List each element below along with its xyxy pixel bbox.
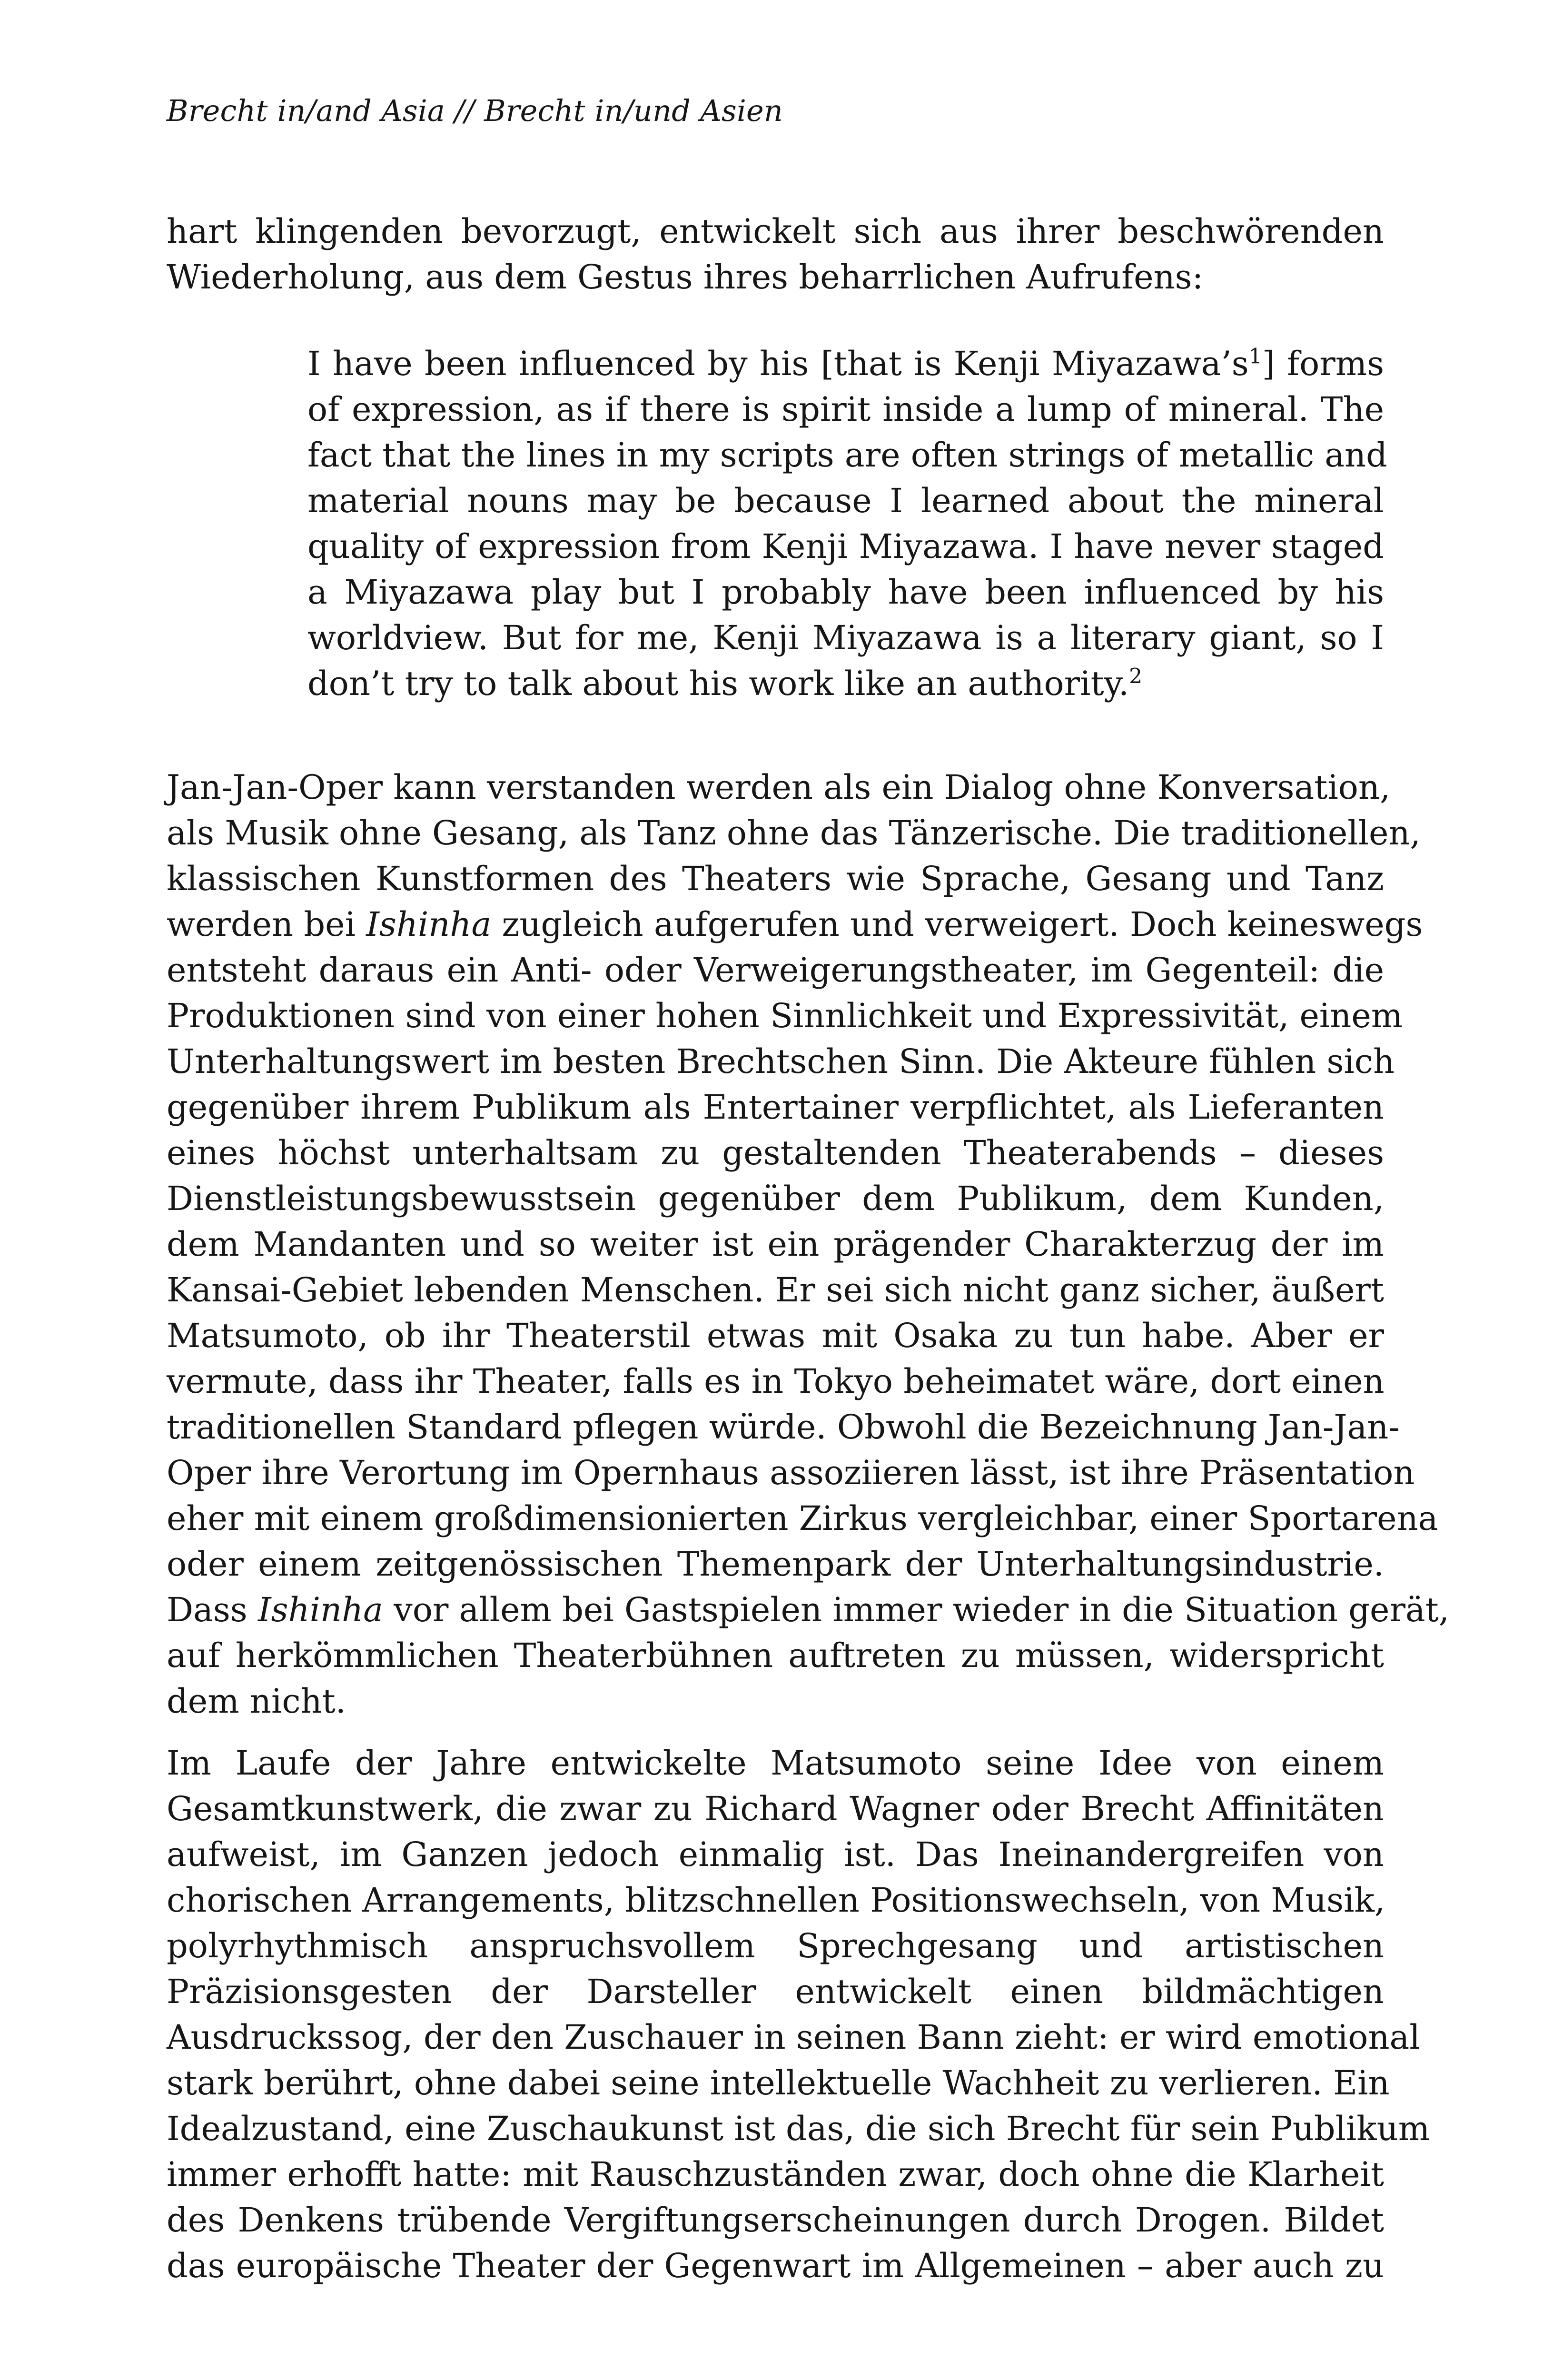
text-line: auf herkömmlichen Theaterbühnen auftreten zu müssen, widerspricht (167, 1636, 1384, 1675)
continuation-paragraph (167, 208, 1384, 300)
text-line: oder einem zeitgenössischen Themenpark der Unterhaltungsindustrie. (167, 1545, 1384, 1584)
text-line: Gesamtkunstwerk, die zwar zu Richard Wagner oder Brecht Affinitäten (167, 1789, 1384, 1828)
quote-line: of expression, as if there is spirit inside a lump of mineral. The (307, 390, 1384, 429)
paragraph (167, 764, 1450, 1724)
quote-line: fact that the lines in my scripts are often strings of metallic and (307, 436, 1387, 475)
text-line: Wiederholung, aus dem Gestus ihres beharrlichen Aufrufens: (167, 258, 1204, 297)
text-line: Ausdruckssog, der den Zuschauer in seinen Bann zieht: er wird emotional (167, 2018, 1420, 2057)
running-head: Brecht in/and Asia // Brecht in/und Asien (167, 93, 783, 128)
text-line: eher mit einem großdimensionierten Zirkus vergleichbar, einer Sportarena (167, 1499, 1438, 1538)
text-line: Oper ihre Verortung im Opernhaus assoziieren lässt, ist ihre Präsentation (167, 1453, 1415, 1492)
text-line: entsteht daraus ein Anti- oder Verweigerungstheater, im Gegenteil: die (167, 951, 1384, 990)
text-line: dem nicht. (167, 1682, 346, 1721)
text-line: werden bei Ishinha zugleich aufgerufen und verweigert. Doch keineswegs (167, 905, 1423, 944)
text-line: dem Mandanten und so weiter ist ein prägender Charakterzug der im (167, 1225, 1384, 1264)
text-line: immer erhofft hatte: mit Rauschzuständen zwar, doch ohne die Klarheit (167, 2155, 1384, 2194)
text-line: klassischen Kunstformen des Theaters wie Sprache, Gesang und Tanz (167, 859, 1384, 898)
block-quote (307, 341, 1387, 706)
emphasis: Ishinha (257, 1590, 383, 1629)
text-line: Jan-Jan-Oper kann verstanden werden als ein Dialog ohne Konversation, (167, 768, 1391, 807)
emphasis: Ishinha (366, 905, 492, 944)
text-line: vermute, dass ihr Theater, falls es in Tokyo beheimatet wäre, dort einen (167, 1362, 1385, 1401)
text-line: stark berührt, ohne dabei seine intellektuelle Wachheit zu verlieren. Ein (167, 2063, 1390, 2102)
quote-line: don’t try to talk about his work like an authority.$^2$ (307, 664, 1143, 703)
quote-line: I have been influenced by his [that is Kenji Miyazawa’s$^1$] forms (307, 344, 1385, 383)
text-line: des Denkens trübende Vergiftungserscheinungen durch Drogen. Bildet (167, 2201, 1384, 2240)
text-line: Produktionen sind von einer hohen Sinnlichkeit und Expressivität, einem (167, 996, 1403, 1035)
text-line: Dienstleistungsbewusstsein gegenüber dem Publikum, dem Kunden, (167, 1179, 1384, 1218)
text-line: Kansai-Gebiet lebenden Menschen. Er sei sich nicht ganz sicher, äußert (167, 1270, 1384, 1309)
text-line: Unterhaltungswert im besten Brechtschen Sinn. Die Akteure fühlen sich (167, 1042, 1395, 1081)
text-line: als Musik ohne Gesang, als Tanz ohne das Tänzerische. Die traditionellen, (167, 813, 1421, 853)
text-line: eines höchst unterhaltsam zu gestaltenden Theaterabends – dieses (167, 1133, 1384, 1172)
quote-line: material nouns may be because I learned about the mineral (307, 481, 1384, 520)
text-line: gegenüber ihrem Publikum als Entertainer verpflichtet, als Lieferanten (167, 1088, 1384, 1127)
quote-line: a Miyazawa play but I probably have been influenced by his (307, 573, 1384, 612)
text-line: polyrhythmisch anspruchsvollem Sprechgesang und artistischen (167, 1926, 1384, 1965)
quote-line: worldview. But for me, Kenji Miyazawa is a literary giant, so I (307, 618, 1384, 657)
paragraph (167, 1740, 1430, 2289)
text-line: Präzisionsgesten der Darsteller entwickelt einen bildmächtigen (167, 1972, 1384, 2011)
quote-line: quality of expression from Kenji Miyazawa. I have never staged (307, 527, 1384, 566)
text-line: Im Laufe der Jahre entwickelte Matsumoto seine Idee von einem (167, 1744, 1384, 1783)
text-line: das europäische Theater der Gegenwart im Allgemeinen – aber auch zu (167, 2246, 1384, 2285)
footnote-ref: 1 (1248, 344, 1262, 369)
text-line: Idealzustand, eine Zuschaukunst ist das, die sich Brecht für sein Publikum (167, 2109, 1430, 2148)
text-line: aufweist, im Ganzen jedoch einmalig ist. Das Ineinandergreifen von (167, 1835, 1384, 1874)
text-line: Dass Ishinha vor allem bei Gastspielen immer wieder in die Situation gerät, (167, 1590, 1450, 1629)
footnote-ref: 2 (1129, 664, 1143, 689)
text-line: traditionellen Standard pflegen würde. Obwohl die Bezeichnung Jan-Jan- (167, 1408, 1400, 1447)
text-line: Matsumoto, ob ihr Theaterstil etwas mit Osaka zu tun habe. Aber er (167, 1316, 1384, 1355)
text-line: chorischen Arrangements, blitzschnellen Positionswechseln, von Musik, (167, 1881, 1385, 1920)
text-line: hart klingenden bevorzugt, entwickelt sich aus ihrer beschwörenden (167, 212, 1384, 251)
